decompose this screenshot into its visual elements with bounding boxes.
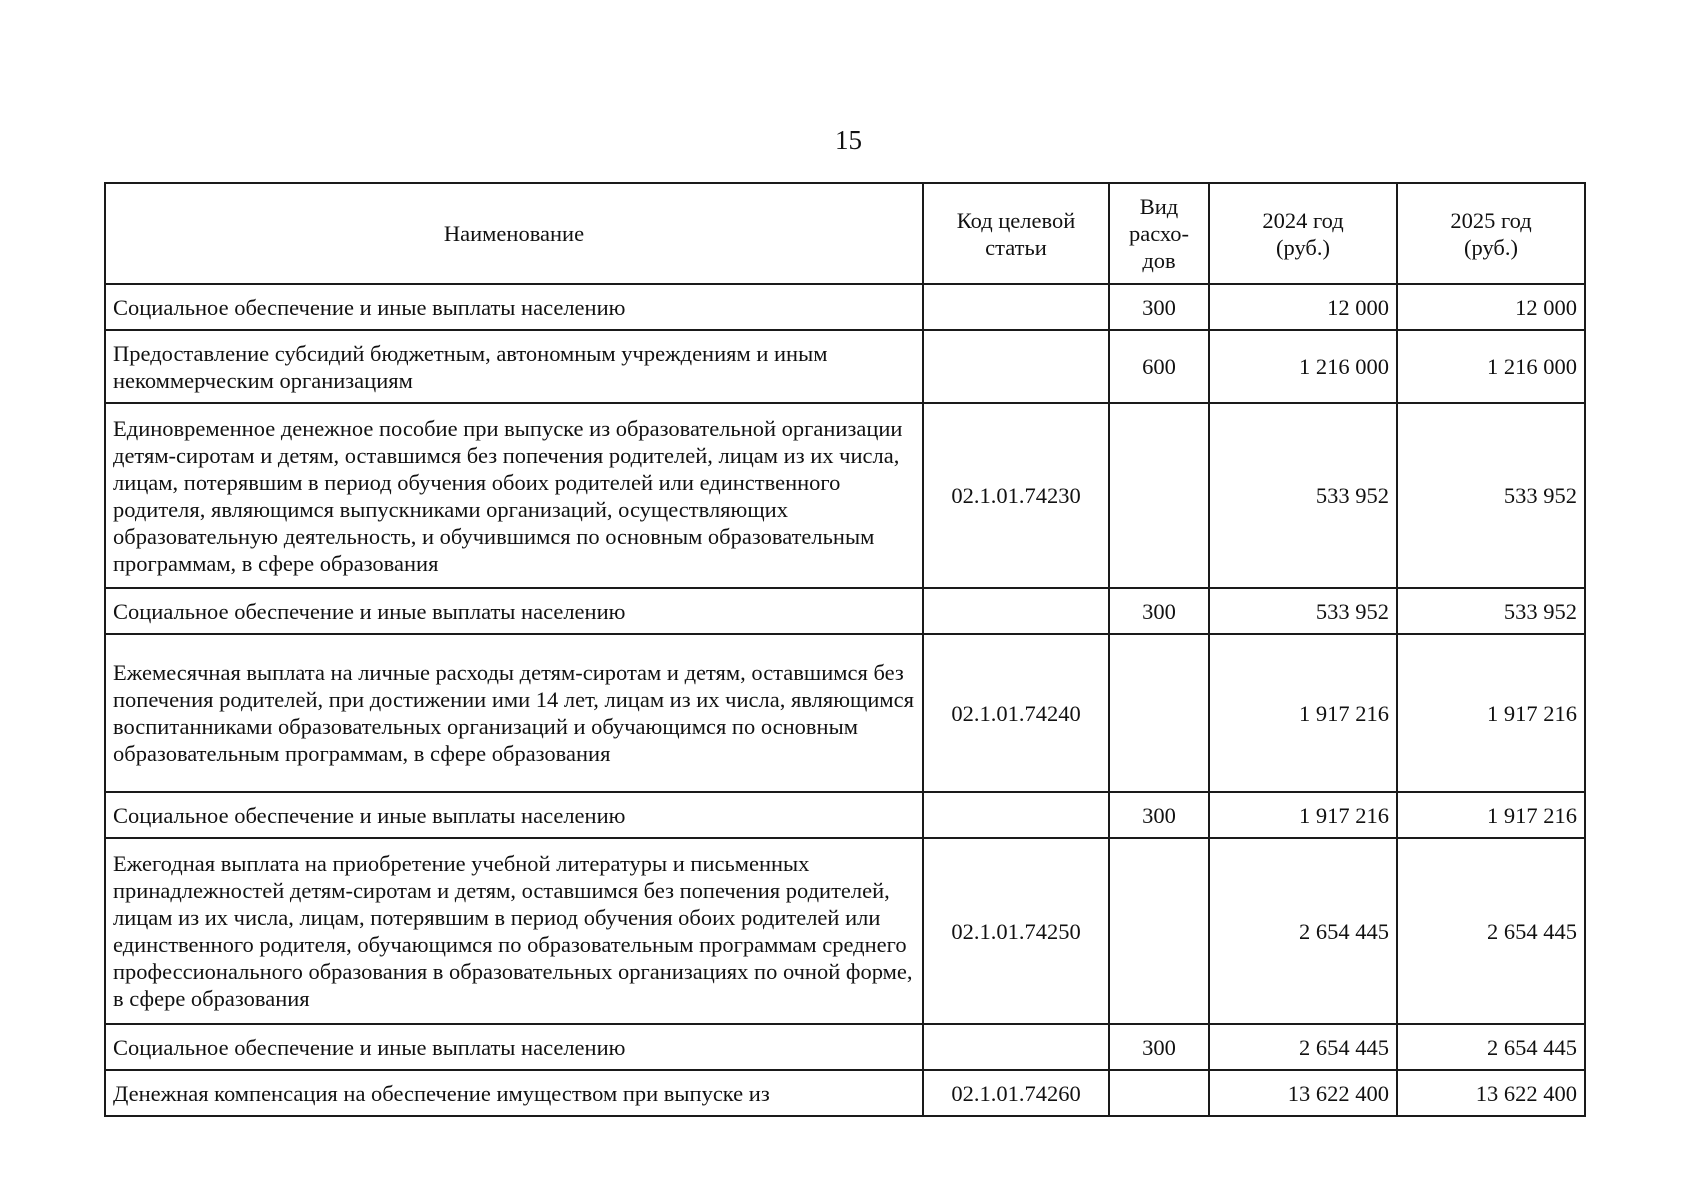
- row-code: [923, 330, 1109, 403]
- row-name: Социальное обеспечение и иные выплаты населению: [105, 1024, 923, 1070]
- row-kind: 300: [1109, 1024, 1209, 1070]
- row-amount-2024: 533 952: [1209, 588, 1397, 634]
- row-amount-2025: 1 917 216: [1397, 634, 1585, 792]
- row-amount-2024: 1 216 000: [1209, 330, 1397, 403]
- row-amount-2024: 13 622 400: [1209, 1070, 1397, 1116]
- row-code: 02.1.01.74260: [923, 1070, 1109, 1116]
- row-kind: 300: [1109, 588, 1209, 634]
- row-amount-2024: 2 654 445: [1209, 838, 1397, 1024]
- row-amount-2025: 533 952: [1397, 403, 1585, 588]
- row-name: Социальное обеспечение и иные выплаты населению: [105, 284, 923, 330]
- row-name: Денежная компенсация на обеспечение имуществом при выпуске из: [105, 1070, 923, 1116]
- table-row: [105, 588, 1585, 634]
- header-name: [105, 183, 923, 284]
- header-kind-line3: дов: [1142, 248, 1176, 273]
- header-code: [923, 183, 1109, 284]
- row-name: Ежемесячная выплата на личные расходы детям-сиротам и детям, оставшимся без попечения родителей, при достижении ими 14 лет, лицам из их числа, являющимся воспитанниками образовательных организаций и обучающимся по основным образовательным программам, в сфере образования: [105, 634, 923, 792]
- row-amount-2024: 1 917 216: [1209, 792, 1397, 838]
- header-year-2025-line2: (руб.): [1464, 234, 1518, 260]
- row-name: Единовременное денежное пособие при выпуске из образовательной организации детям-сиротам и детям, оставшимся без попечения родителей, лицам из их числа, лицам, потерявшим в период обучения обоих родителей или единственного родителя, являющимся выпускниками организаций, осуществляющих образовательную деятельность, и обучившимся по основным образовательным программам, в сфере образования: [105, 403, 923, 588]
- header-code-line1: Код целевой: [956, 207, 1076, 233]
- table-row: [105, 403, 1585, 588]
- row-code: 02.1.01.74250: [923, 838, 1109, 1024]
- row-amount-2024: 533 952: [1209, 403, 1397, 588]
- table-header-row: [105, 183, 1585, 284]
- row-amount-2025: 12 000: [1397, 284, 1585, 330]
- header-name-label: Наименование: [443, 221, 585, 246]
- table-row: [105, 792, 1585, 838]
- table-row: [105, 284, 1585, 330]
- table-row: [105, 330, 1585, 403]
- header-year-2024: [1209, 183, 1397, 284]
- header-year-2025-line1: 2025 год: [1450, 207, 1532, 233]
- row-code: [923, 1024, 1109, 1070]
- row-kind: [1109, 838, 1209, 1024]
- row-name: Ежегодная выплата на приобретение учебной литературы и письменных принадлежностей детям-сиротам и детям, оставшимся без попечения родителей, лицам из их числа, лицам, потерявшим в период обучения обоих родителей или единственного родителя, обучающимся по образовательным программам среднего профессионального образования в образовательных организациях по очной форме, в сфере образования: [105, 838, 923, 1024]
- row-amount-2024: 1 917 216: [1209, 634, 1397, 792]
- row-amount-2025: 2 654 445: [1397, 838, 1585, 1024]
- row-amount-2025: 1 216 000: [1397, 330, 1585, 403]
- row-amount-2025: 1 917 216: [1397, 792, 1585, 838]
- header-kind-line2: расхо-: [1128, 221, 1190, 246]
- budget-table: [104, 182, 1586, 1117]
- header-kind: [1109, 183, 1209, 284]
- row-code: 02.1.01.74240: [923, 634, 1109, 792]
- row-name: Предоставление субсидий бюджетным, автономным учреждениям и иным некоммерческим организациям: [105, 330, 923, 403]
- row-kind: [1109, 403, 1209, 588]
- header-kind-line1: Вид: [1139, 194, 1179, 219]
- row-code: [923, 588, 1109, 634]
- header-year-2025: [1397, 183, 1585, 284]
- row-amount-2025: 13 622 400: [1397, 1070, 1585, 1116]
- row-code: 02.1.01.74230: [923, 403, 1109, 588]
- table-row: [105, 634, 1585, 792]
- row-kind: 300: [1109, 284, 1209, 330]
- row-code: [923, 284, 1109, 330]
- row-amount-2025: 533 952: [1397, 588, 1585, 634]
- row-amount-2024: 12 000: [1209, 284, 1397, 330]
- row-amount-2025: 2 654 445: [1397, 1024, 1585, 1070]
- row-kind: 300: [1109, 792, 1209, 838]
- header-code-line2: статьи: [985, 234, 1047, 260]
- header-year-2024-line2: (руб.): [1276, 234, 1330, 260]
- row-kind: 600: [1109, 330, 1209, 403]
- table-row: [105, 1024, 1585, 1070]
- row-kind: [1109, 1070, 1209, 1116]
- table-row: [105, 1070, 1585, 1116]
- row-amount-2024: 2 654 445: [1209, 1024, 1397, 1070]
- row-kind: [1109, 634, 1209, 792]
- page-number: 15: [835, 125, 862, 155]
- row-name: Социальное обеспечение и иные выплаты населению: [105, 792, 923, 838]
- header-year-2024-line1: 2024 год: [1262, 207, 1344, 233]
- row-code: [923, 792, 1109, 838]
- table-row: [105, 838, 1585, 1024]
- row-name: Социальное обеспечение и иные выплаты населению: [105, 588, 923, 634]
